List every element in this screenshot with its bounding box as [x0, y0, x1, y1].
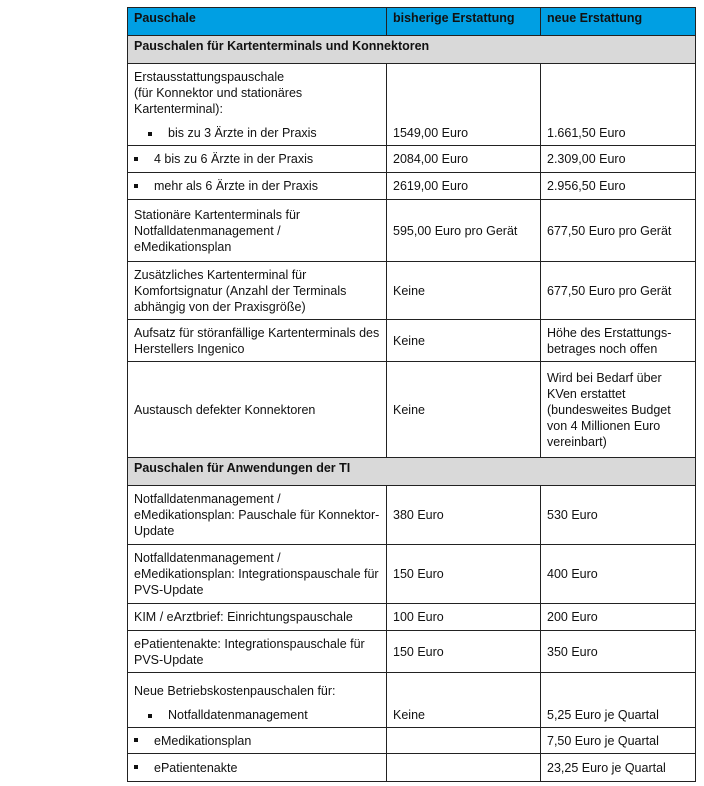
header-bisherige-erstattung: bisherige Erstattung — [387, 8, 541, 36]
bullet-icon — [148, 132, 152, 136]
row-label: Aufsatz für störanfällige Kartenterminals des Herstellers Ingenico — [128, 320, 387, 362]
row-label: ePatientenakte: Integrationspauschale für PVS-Update — [128, 631, 387, 673]
row-label: Zusätzliches Kartenterminal für Komfortsignatur (Anzahl der Terminals abhängig von der Praxisgröße) — [128, 262, 387, 320]
row-label: Stationäre Kartenterminals für Notfalldatenmanagement / eMedikationsplan — [128, 200, 387, 262]
old-value: 595,00 Euro pro Gerät — [387, 200, 541, 262]
old-value — [387, 754, 541, 782]
table-row — [128, 64, 696, 146]
reimbursement-table — [127, 7, 696, 782]
table-row — [128, 486, 696, 545]
table-row — [128, 545, 696, 604]
bullet-icon — [134, 738, 138, 742]
section-header-row — [128, 36, 696, 64]
table-row — [128, 362, 696, 458]
old-value: 2619,00 Euro — [387, 173, 541, 200]
table-row — [128, 320, 696, 362]
list-item: ePatientenakte — [128, 754, 387, 782]
intro-text: Neue Betriebskostenpauschalen für: — [134, 684, 336, 698]
table-row — [128, 262, 696, 320]
header-pauschale: Pauschale — [128, 8, 387, 36]
new-value: 350 Euro — [541, 631, 696, 673]
section-header-row — [128, 458, 696, 486]
old-value: 380 Euro — [387, 486, 541, 545]
intro-text: Erstausstattungspauschale (für Konnektor und stationäres Kartenterminal): — [134, 70, 303, 116]
row-label: Austausch defekter Konnektoren — [128, 362, 387, 458]
bullet-icon — [148, 714, 152, 718]
old-value: 2084,00 Euro — [387, 146, 541, 173]
erstausstattung-cell — [128, 64, 387, 146]
new-value: 2.956,50 Euro — [541, 173, 696, 200]
new-value: 7,50 Euro je Quartal — [541, 728, 696, 754]
header-neue-erstattung: neue Erstattung — [541, 8, 696, 36]
table-row — [128, 631, 696, 673]
new-value: Wird bei Bedarf über KVen erstattet (bundesweites Budget von 4 Millionen Euro vereinbart) — [541, 362, 696, 458]
row-label: Notfalldatenmanagement / eMedikationsplan: Integrationspauschale für PVS-Update — [128, 545, 387, 604]
list-item: Notfalldatenmanagement — [134, 708, 308, 722]
bullet-icon — [134, 765, 138, 769]
section-title: Pauschalen für Anwendungen der TI — [128, 458, 696, 486]
list-item: eMedikationsplan — [128, 728, 387, 754]
old-value: Keine — [387, 673, 541, 728]
row-label: Notfalldatenmanagement / eMedikationsplan: Pauschale für Konnektor-Update — [128, 486, 387, 545]
new-value: 23,25 Euro je Quartal — [541, 754, 696, 782]
bullet-icon — [134, 157, 138, 161]
old-value: 150 Euro — [387, 631, 541, 673]
table-row — [128, 604, 696, 631]
new-value: 5,25 Euro je Quartal — [541, 673, 696, 728]
table-row — [128, 673, 696, 728]
old-value: Keine — [387, 262, 541, 320]
section-title: Pauschalen für Kartenterminals und Konnektoren — [128, 36, 696, 64]
old-value: Keine — [387, 320, 541, 362]
list-item: bis zu 3 Ärzte in der Praxis — [134, 126, 317, 140]
new-value: 677,50 Euro pro Gerät — [541, 262, 696, 320]
old-value: 1549,00 Euro — [387, 64, 541, 146]
table-row — [128, 728, 696, 754]
list-item: mehr als 6 Ärzte in der Praxis — [128, 173, 387, 200]
bullet-icon — [134, 184, 138, 188]
new-value: 400 Euro — [541, 545, 696, 604]
list-item: 4 bis zu 6 Ärzte in der Praxis — [128, 146, 387, 173]
new-value: 2.309,00 Euro — [541, 146, 696, 173]
new-value: 677,50 Euro pro Gerät — [541, 200, 696, 262]
new-value: 1.661,50 Euro — [541, 64, 696, 146]
table-header-row — [128, 8, 696, 36]
old-value: 150 Euro — [387, 545, 541, 604]
betriebskosten-cell — [128, 673, 387, 728]
new-value: 530 Euro — [541, 486, 696, 545]
table-row — [128, 200, 696, 262]
table-row — [128, 173, 696, 200]
old-value — [387, 728, 541, 754]
row-label: KIM / eArztbrief: Einrichtungspauschale — [128, 604, 387, 631]
new-value: Höhe des Erstattungs-betrages noch offen — [541, 320, 696, 362]
old-value: 100 Euro — [387, 604, 541, 631]
new-value: 200 Euro — [541, 604, 696, 631]
table-row — [128, 146, 696, 173]
old-value: Keine — [387, 362, 541, 458]
table-row — [128, 754, 696, 782]
